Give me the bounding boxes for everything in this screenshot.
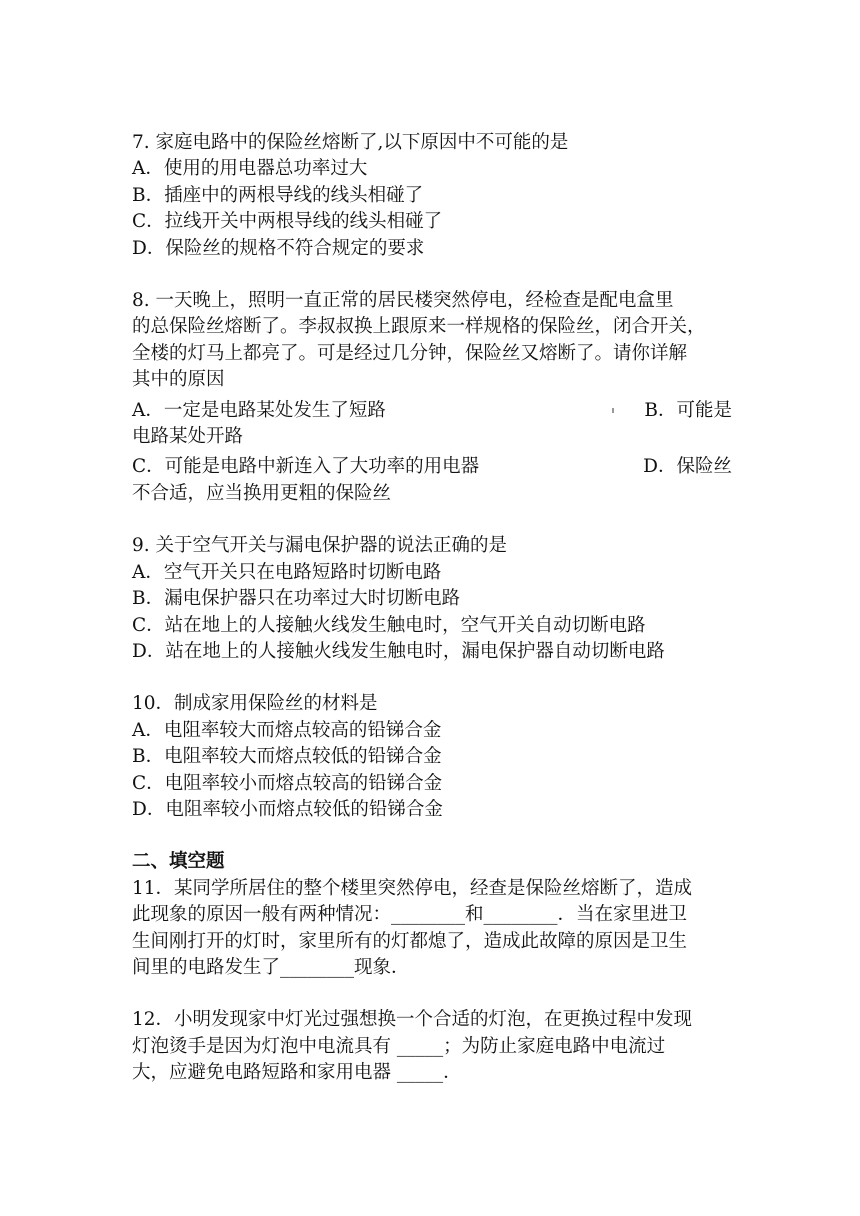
question-9	[132, 533, 732, 665]
question-8-option-d-continued: 不合适，应当换用更粗的保险丝	[132, 482, 392, 504]
question-12-line: 12．小明发现家中灯光过强想换一个合适的灯泡，在更换过程中发现	[132, 1009, 693, 1031]
question-11-line: 此现象的原因一般有两种情况：________和________．当在家里进卫	[132, 904, 688, 926]
question-10-option-c: C．电阻率较小而熔点较高的铅锑合金	[132, 772, 443, 794]
question-9-option-a: A．空气开关只在电路短路时切断电路	[132, 561, 442, 583]
question-12-line: 灯泡烫手是因为灯泡中电流具有 _____；为防止家庭电路中电流过	[132, 1035, 666, 1057]
question-7-option-d: D．保险丝的规格不符合规定的要求	[132, 237, 425, 259]
question-10-option-b: B．电阻率较大而熔点较低的铅锑合金	[132, 746, 442, 768]
question-11-line: 生间刚打开的灯时，家里所有的灯都熄了，造成此故障的原因是卫生	[132, 930, 688, 952]
question-10-option-a: A．电阻率较大而熔点较高的铅锑合金	[132, 719, 442, 741]
question-8-stem-line: 其中的原因	[132, 369, 225, 391]
question-8	[132, 288, 732, 507]
question-8-stem-line: 8. 一天晚上，照明一直正常的居民楼突然停电，经检查是配电盒里	[132, 290, 674, 312]
question-7-option-a: A．使用的用电器总功率过大	[132, 158, 368, 180]
question-7-stem: 7. 家庭电路中的保险丝熔断了,以下原因中不可能的是	[132, 132, 569, 153]
section-title: 二、填空题	[132, 851, 225, 873]
stray-mark	[612, 408, 614, 413]
question-7	[132, 130, 732, 262]
question-8-options-cd	[132, 454, 732, 480]
question-9-stem: 9. 关于空气开关与漏电保护器的说法正确的是	[132, 535, 508, 557]
question-10-stem: 10．制成家用保险丝的材料是	[132, 693, 378, 715]
question-8-option-c: C．可能是电路中新连入了大功率的用电器	[132, 456, 480, 478]
question-11-line: 11．某同学所居住的整个楼里突然停电，经查是保险丝熔断了，造成	[132, 877, 693, 899]
question-8-option-d: D．保险丝	[643, 456, 732, 478]
question-10-option-d: D．电阻率较小而熔点较低的铅锑合金	[132, 798, 443, 820]
question-9-option-d: D．站在地上的人接触火线发生触电时，漏电保护器自动切断电路	[132, 640, 665, 662]
question-7-option-b: B．插座中的两根导线的线头相碰了	[132, 184, 424, 206]
question-8-stem-line: 全楼的灯马上都亮了。可是经过几分钟，保险丝又熔断了。请你详解	[132, 342, 688, 364]
question-12	[132, 1007, 732, 1086]
question-8-option-a: A．一定是电路某处发生了短路	[132, 399, 386, 421]
question-11-line: 间里的电路发生了________现象．	[132, 956, 410, 978]
question-8-option-b: B．可能是	[644, 399, 732, 421]
question-10	[132, 691, 732, 823]
question-8-option-b-continued: 电路某处开路	[132, 426, 244, 448]
question-7-option-c: C．拉线开关中两根导线的线头相碰了	[132, 211, 443, 233]
question-9-option-b: B．漏电保护器只在功率过大时切断电路	[132, 588, 461, 610]
question-9-option-c: C．站在地上的人接触火线发生触电时，空气开关自动切断电路	[132, 614, 646, 636]
question-11	[132, 876, 732, 982]
question-content	[132, 130, 732, 1087]
question-8-options-ab	[132, 398, 732, 424]
question-8-stem-line: 的总保险丝熔断了。李叔叔换上跟原来一样规格的保险丝，闭合开关，	[132, 316, 706, 338]
question-12-line: 大，应避免电路短路和家用电器 _____．	[132, 1062, 462, 1084]
